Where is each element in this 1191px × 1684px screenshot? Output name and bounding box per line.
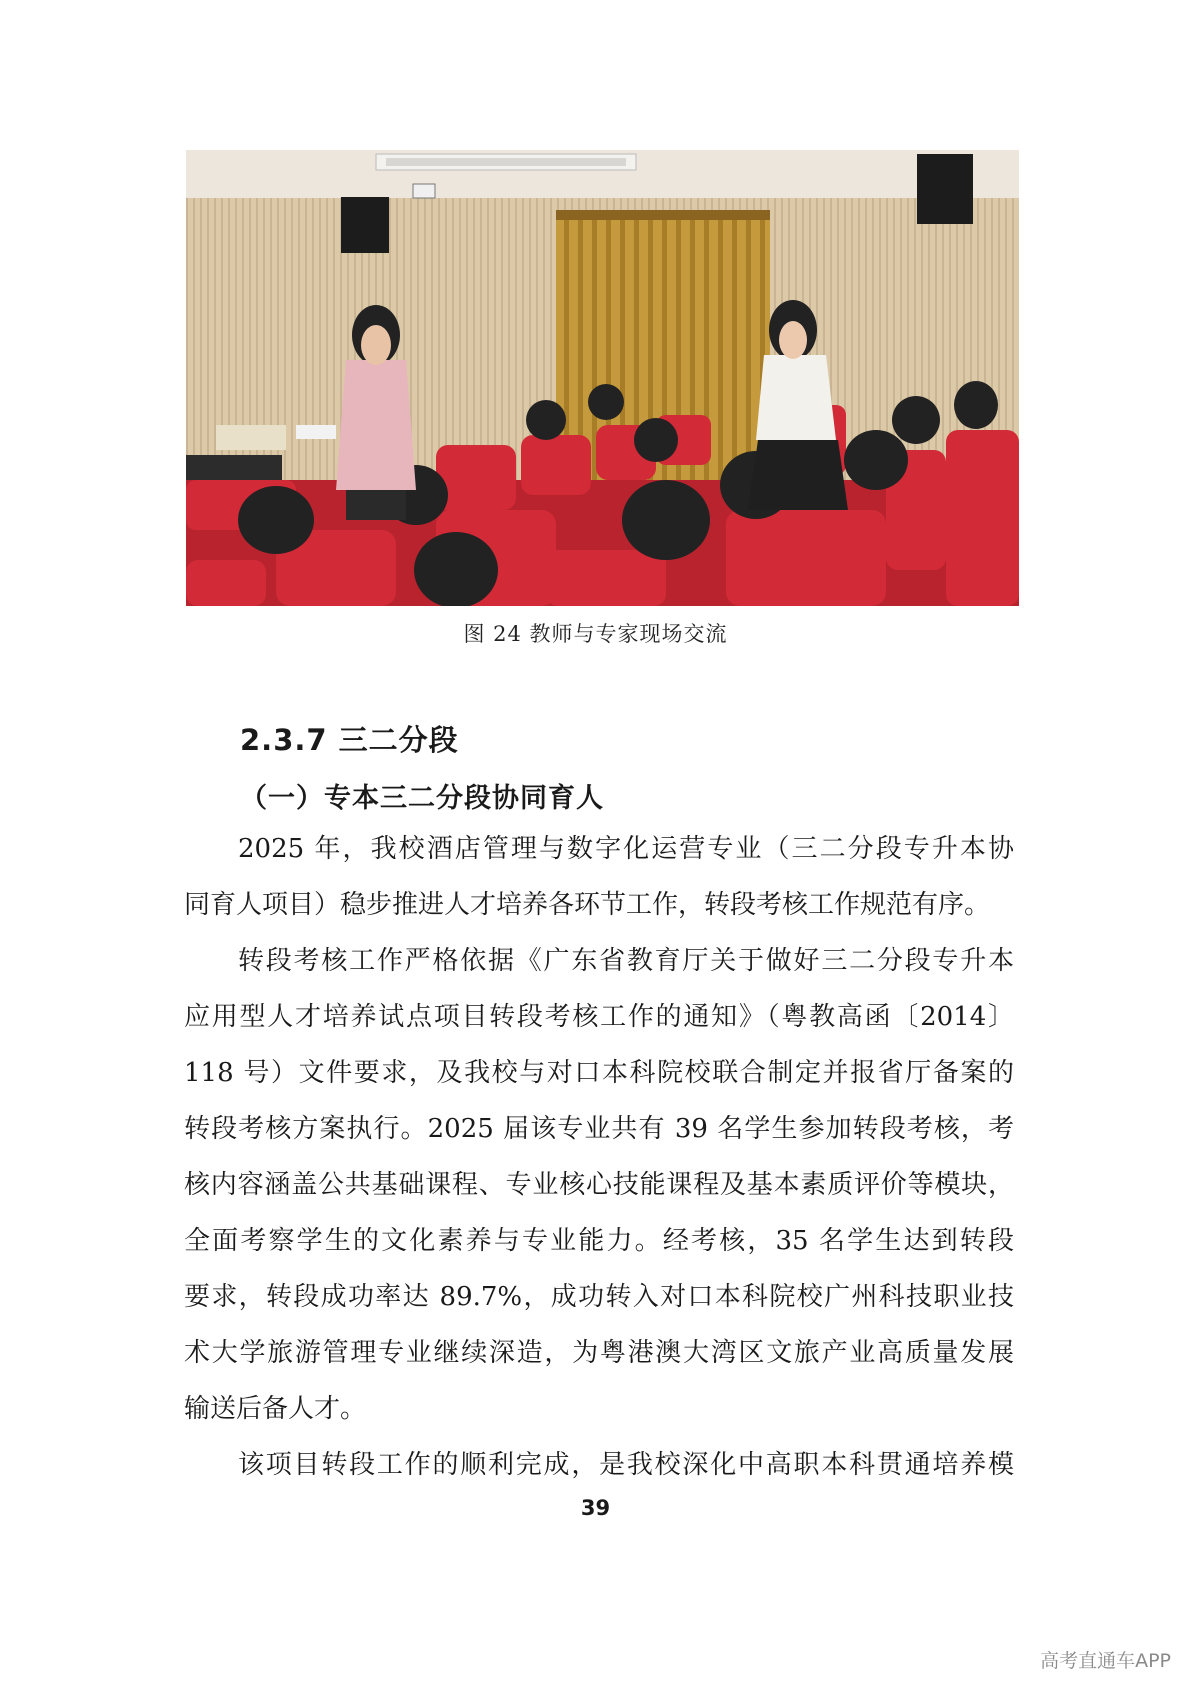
body-line: 同育人项目）稳步推进人才培养各环节工作，转段考核工作规范有序。 bbox=[184, 890, 991, 920]
watermark: 高考直通车APP bbox=[1040, 1650, 1171, 1672]
page-number: 39 bbox=[580, 1496, 611, 1520]
body-line: 要求，转段成功率达 89.7%，成功转入对口本科院校广州科技职业技 bbox=[184, 1282, 1014, 1312]
body-line: 2025 年，我校酒店管理与数字化运营专业（三二分段专升本协 bbox=[238, 834, 1014, 864]
body-line: 118 号）文件要求，及我校与对口本科院校联合制定并报省厅备案的 bbox=[184, 1058, 1014, 1088]
body-line: 输送后备人才。 bbox=[184, 1394, 367, 1424]
subsection-heading: （一）专本三二分段协同育人 bbox=[240, 783, 604, 814]
body-line: 转段考核工作严格依据《广东省教育厅关于做好三二分段专升本 bbox=[238, 946, 1014, 976]
body-line: 转段考核方案执行。2025 届该专业共有 39 名学生参加转段考核，考 bbox=[184, 1114, 1014, 1144]
body-line: 全面考察学生的文化素养与专业能力。经考核，35 名学生达到转段 bbox=[184, 1226, 1014, 1256]
body-line: 应用型人才培养试点项目转段考核工作的通知》（粤教高函〔2014〕 bbox=[184, 1002, 1014, 1032]
body-line: 核内容涵盖公共基础课程、专业核心技能课程及基本素质评价等模块， bbox=[184, 1170, 1014, 1200]
section-heading: 2.3.7 三二分段 bbox=[240, 723, 459, 757]
body-line: 术大学旅游管理专业继续深造，为粤港澳大湾区文旅产业高质量发展 bbox=[184, 1338, 1014, 1368]
figure-photo bbox=[186, 150, 1019, 606]
body-line: 该项目转段工作的顺利完成，是我校深化中高职本科贯通培养模 bbox=[238, 1450, 1014, 1480]
figure-caption: 图 24 教师与专家现场交流 bbox=[463, 622, 728, 646]
